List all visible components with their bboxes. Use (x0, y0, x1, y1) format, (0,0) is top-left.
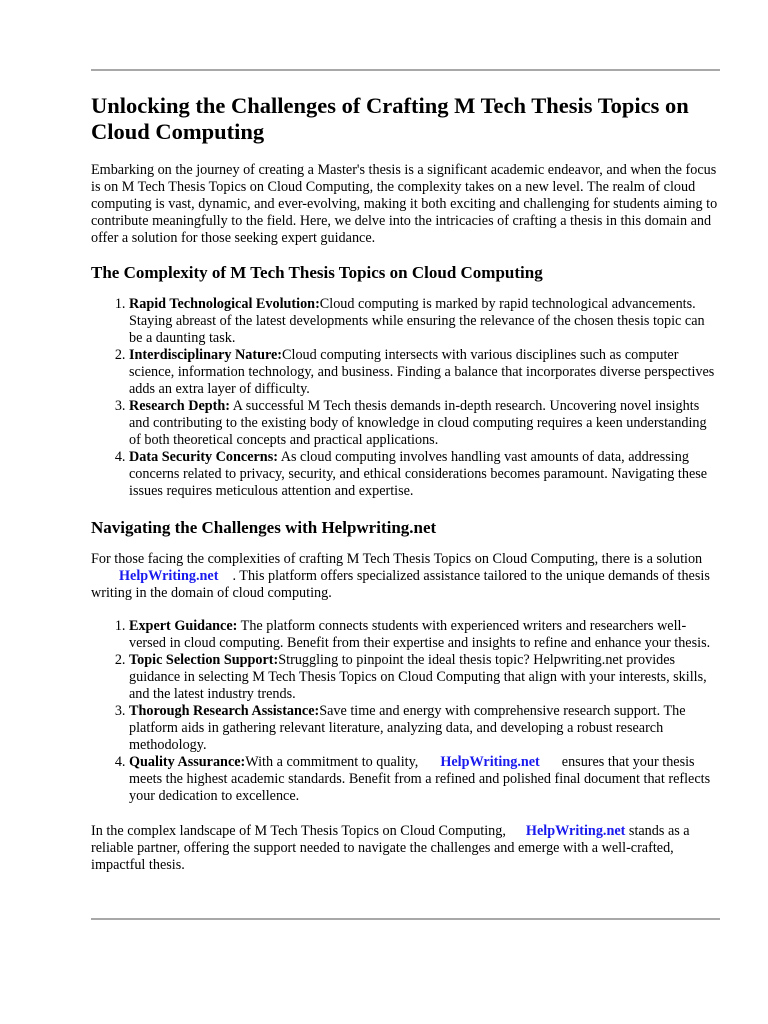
item-text: A successful M Tech thesis demands in-depth research. Uncovering novel insights and contributing to the existing body of knowledge in cloud computing requires a keen understanding of both theoretical concepts and practical applications. (129, 398, 707, 448)
services-list (91, 618, 720, 805)
item-label: Research Depth: (129, 398, 231, 414)
list-item: 4. Quality Assurance:With a commitment to quality, HelpWriting.net ensures that your thesis meets the highest academic standards. Benefit from a refined and polished final document that reflects your dedication to excellence. (129, 754, 720, 805)
item-label: Rapid Technological Evolution: (129, 296, 320, 312)
article-body (91, 93, 720, 890)
item-label: Quality Assurance: (129, 754, 246, 770)
article-title: Unlocking the Challenges of Crafting M Tech Thesis Topics on Cloud Computing (91, 93, 689, 144)
helpwriting-link[interactable]: HelpWriting.net (440, 754, 540, 770)
helpwriting-link[interactable]: HelpWriting.net (119, 568, 219, 584)
item-text: The platform connects students with experienced writers and researchers well-versed in cloud computing. Benefit from their expertise and insights to refine and enhance your thesis. (129, 618, 711, 651)
helpwriting-link[interactable]: HelpWriting.net (525, 823, 626, 839)
list-item (129, 703, 720, 754)
intro-paragraph: Embarking on the journey of creating a Master's thesis is a significant academic endeavor, and when the focus is on M Tech Thesis Topics on Cloud Computing, the complexity takes on a new level. The realm of cloud computing is vast, dynamic, and ever-evolving, making it both exciting and challenging for students aiming to contribute meaningfully to the field. Here, we delve into the intricacies of crafting a thesis in this domain and offer a solution for those seeking expert guidance. (91, 162, 718, 246)
item-text: Struggling to pinpoint the ideal thesis topic? Helpwriting.net provides guidance in selecting M Tech Thesis Topics on Cloud Computing that align with your interests, skills, and the latest industry trends. (129, 652, 707, 702)
item-label: Expert Guidance: (129, 618, 238, 634)
section-heading-complexity: The Complexity of M Tech Thesis Topics on Cloud Computing (91, 263, 543, 282)
list-item (129, 449, 720, 500)
list-item (129, 347, 720, 398)
section-heading-navigating: Navigating the Challenges with Helpwriting.net (91, 518, 437, 537)
item-text: Cloud computing intersects with various disciplines such as computer science, information technology, and business. Finding a balance that incorporates diverse perspectives adds an extra layer of difficulty. (129, 347, 715, 397)
item-label: Thorough Research Assistance: (129, 703, 320, 719)
item-text: Cloud computing is marked by rapid technological advancements. Staying abreast of the latest developments while ensuring the relevance of the chosen thesis topic can be a daunting task. (129, 296, 705, 346)
list-item (129, 398, 720, 449)
list-item (129, 652, 720, 703)
list-item (129, 296, 720, 347)
item-label: Interdisciplinary Nature: (129, 347, 283, 363)
item-text: Save time and energy with comprehensive research support. The platform aids in gathering relevant literature, analyzing data, and developing a robust research methodology. (129, 703, 686, 753)
list-item (129, 618, 720, 652)
bottom-divider (91, 918, 720, 920)
complexity-list (91, 296, 720, 500)
top-divider (91, 69, 720, 71)
solution-paragraph: For those facing the complexities of crafting M Tech Thesis Topics on Cloud Computing, there is a solutionHelpWriting.net . This platform offers specialized assistance tailored to the unique demands of thesis writing in the domain of cloud computing. (91, 551, 710, 601)
item-label: Topic Selection Support: (129, 652, 279, 668)
item-label: Data Security Concerns: (129, 449, 278, 465)
closing-paragraph: In the complex landscape of M Tech Thesis Topics on Cloud Computing, HelpWriting.net stands as a reliable partner, offering the support needed to navigate the challenges and emerge with a well-crafted, impactful thesis. (91, 823, 690, 873)
item-text: As cloud computing involves handling vast amounts of data, addressing concerns related to privacy, security, and ethical considerations becomes paramount. Navigating these issues requires meticulous attention and expertise. (129, 449, 708, 499)
